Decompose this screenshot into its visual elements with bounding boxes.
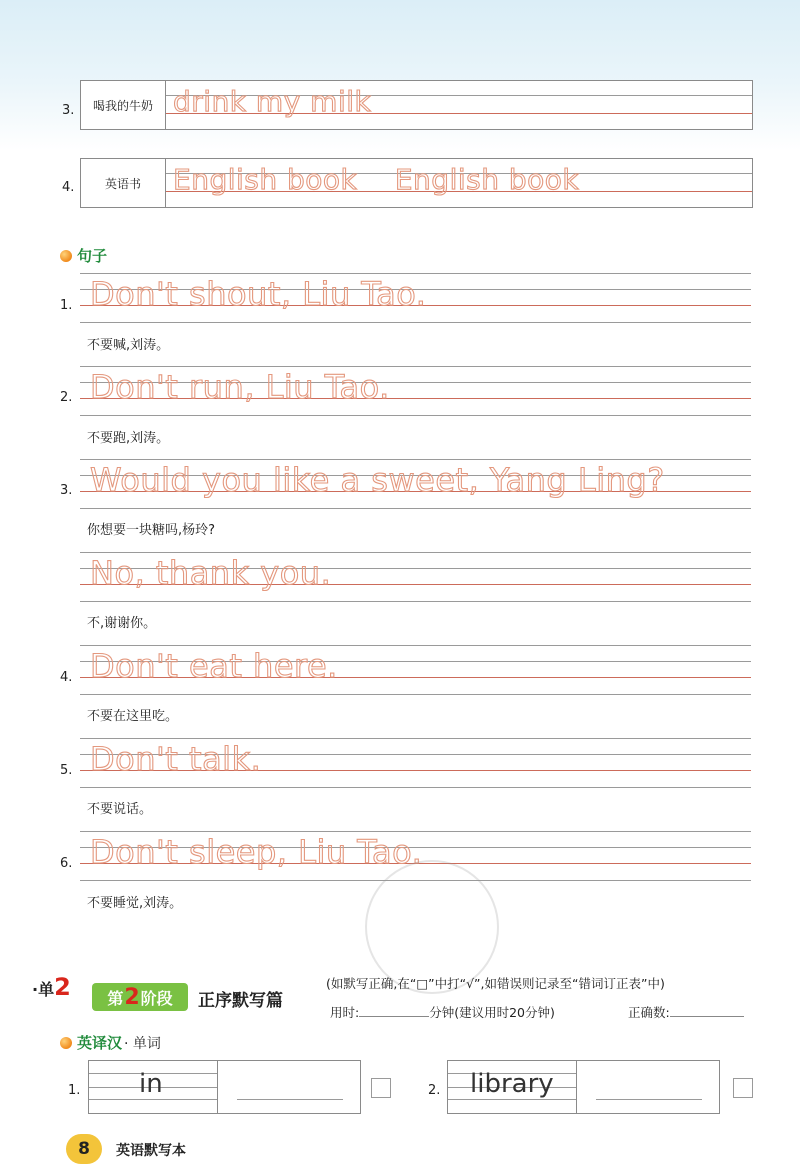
item-number: 5. <box>60 763 73 778</box>
item-number: 2. <box>60 390 73 405</box>
sentence-row <box>80 552 751 602</box>
word-row <box>88 1060 361 1114</box>
bullet-icon <box>60 1037 72 1049</box>
item-number: 3. <box>60 483 73 498</box>
answer-line[interactable] <box>596 1099 702 1100</box>
item-number: 2. <box>428 1083 441 1098</box>
sentence-translation: 不要睡觉,刘涛。 <box>87 896 183 911</box>
stage-badge: 第 2 阶段 <box>92 983 188 1011</box>
check-box[interactable] <box>733 1078 753 1098</box>
phrase-label: 英语书 <box>81 159 166 207</box>
word-text: library <box>470 1069 554 1099</box>
time-row: 用时: 分钟(建议用时20分钟) <box>330 1005 555 1020</box>
word-row <box>447 1060 720 1114</box>
sentence-trace: Don't shout, Liu Tao. <box>90 275 427 313</box>
answer-line[interactable] <box>237 1099 343 1100</box>
sentence-translation: 你想要一块糖吗,杨玲? <box>87 523 216 538</box>
stage-instruction: (如默写正确,在“□”中打“√”,如错误则记录至“错词订正表”中) <box>326 976 665 991</box>
sentence-translation: 不要跑,刘涛。 <box>87 431 170 446</box>
phrase-row <box>80 80 753 130</box>
sentence-trace: Don't sleep, Liu Tao. <box>90 833 423 871</box>
item-number: 6. <box>60 856 73 871</box>
item-number: 1. <box>60 298 73 313</box>
sentence-translation: 不要说话。 <box>87 802 153 817</box>
correct-count-input[interactable] <box>670 1016 744 1017</box>
bullet-icon <box>60 250 72 262</box>
sentence-trace: No, thank you. <box>90 554 332 592</box>
sentence-row <box>80 459 751 509</box>
sentence-translation: 不要喊,刘涛。 <box>87 338 170 353</box>
item-number: 1. <box>68 1083 81 1098</box>
unit-marker: ·单2 <box>32 973 71 1001</box>
section-heading-vocab: 英译汉 · 单词 <box>60 1032 161 1053</box>
sentence-translation: 不,谢谢你。 <box>87 616 157 631</box>
sentence-row <box>80 273 751 323</box>
sentence-row <box>80 645 751 695</box>
page-number: 8 <box>66 1134 102 1164</box>
correct-row: 正确数: <box>628 1003 744 1021</box>
section-heading-sentences: 句子 <box>60 245 107 266</box>
item-number: 4. <box>62 180 75 195</box>
stage-title: 正序默写篇 <box>198 991 283 1011</box>
word-text: in <box>139 1069 163 1099</box>
sentence-trace: Would you like a sweet, Yang Ling? <box>90 461 665 499</box>
phrase-trace: drink my milk <box>173 85 372 118</box>
sentence-translation: 不要在这里吃。 <box>87 709 179 724</box>
sentence-trace: Don't run, Liu Tao. <box>90 368 390 406</box>
phrase-row <box>80 158 753 208</box>
time-input[interactable] <box>359 1016 429 1017</box>
sentence-row <box>80 366 751 416</box>
book-title: 英语默写本 <box>116 1143 186 1159</box>
sentence-trace: Don't talk. <box>90 740 262 778</box>
item-number: 4. <box>60 670 73 685</box>
phrase-label: 喝我的牛奶 <box>81 81 166 129</box>
phrase-trace: English book English book <box>173 163 580 196</box>
item-number: 3. <box>62 103 75 118</box>
sentence-trace: Don't eat here. <box>90 647 338 685</box>
check-box[interactable] <box>371 1078 391 1098</box>
sentence-row <box>80 738 751 788</box>
